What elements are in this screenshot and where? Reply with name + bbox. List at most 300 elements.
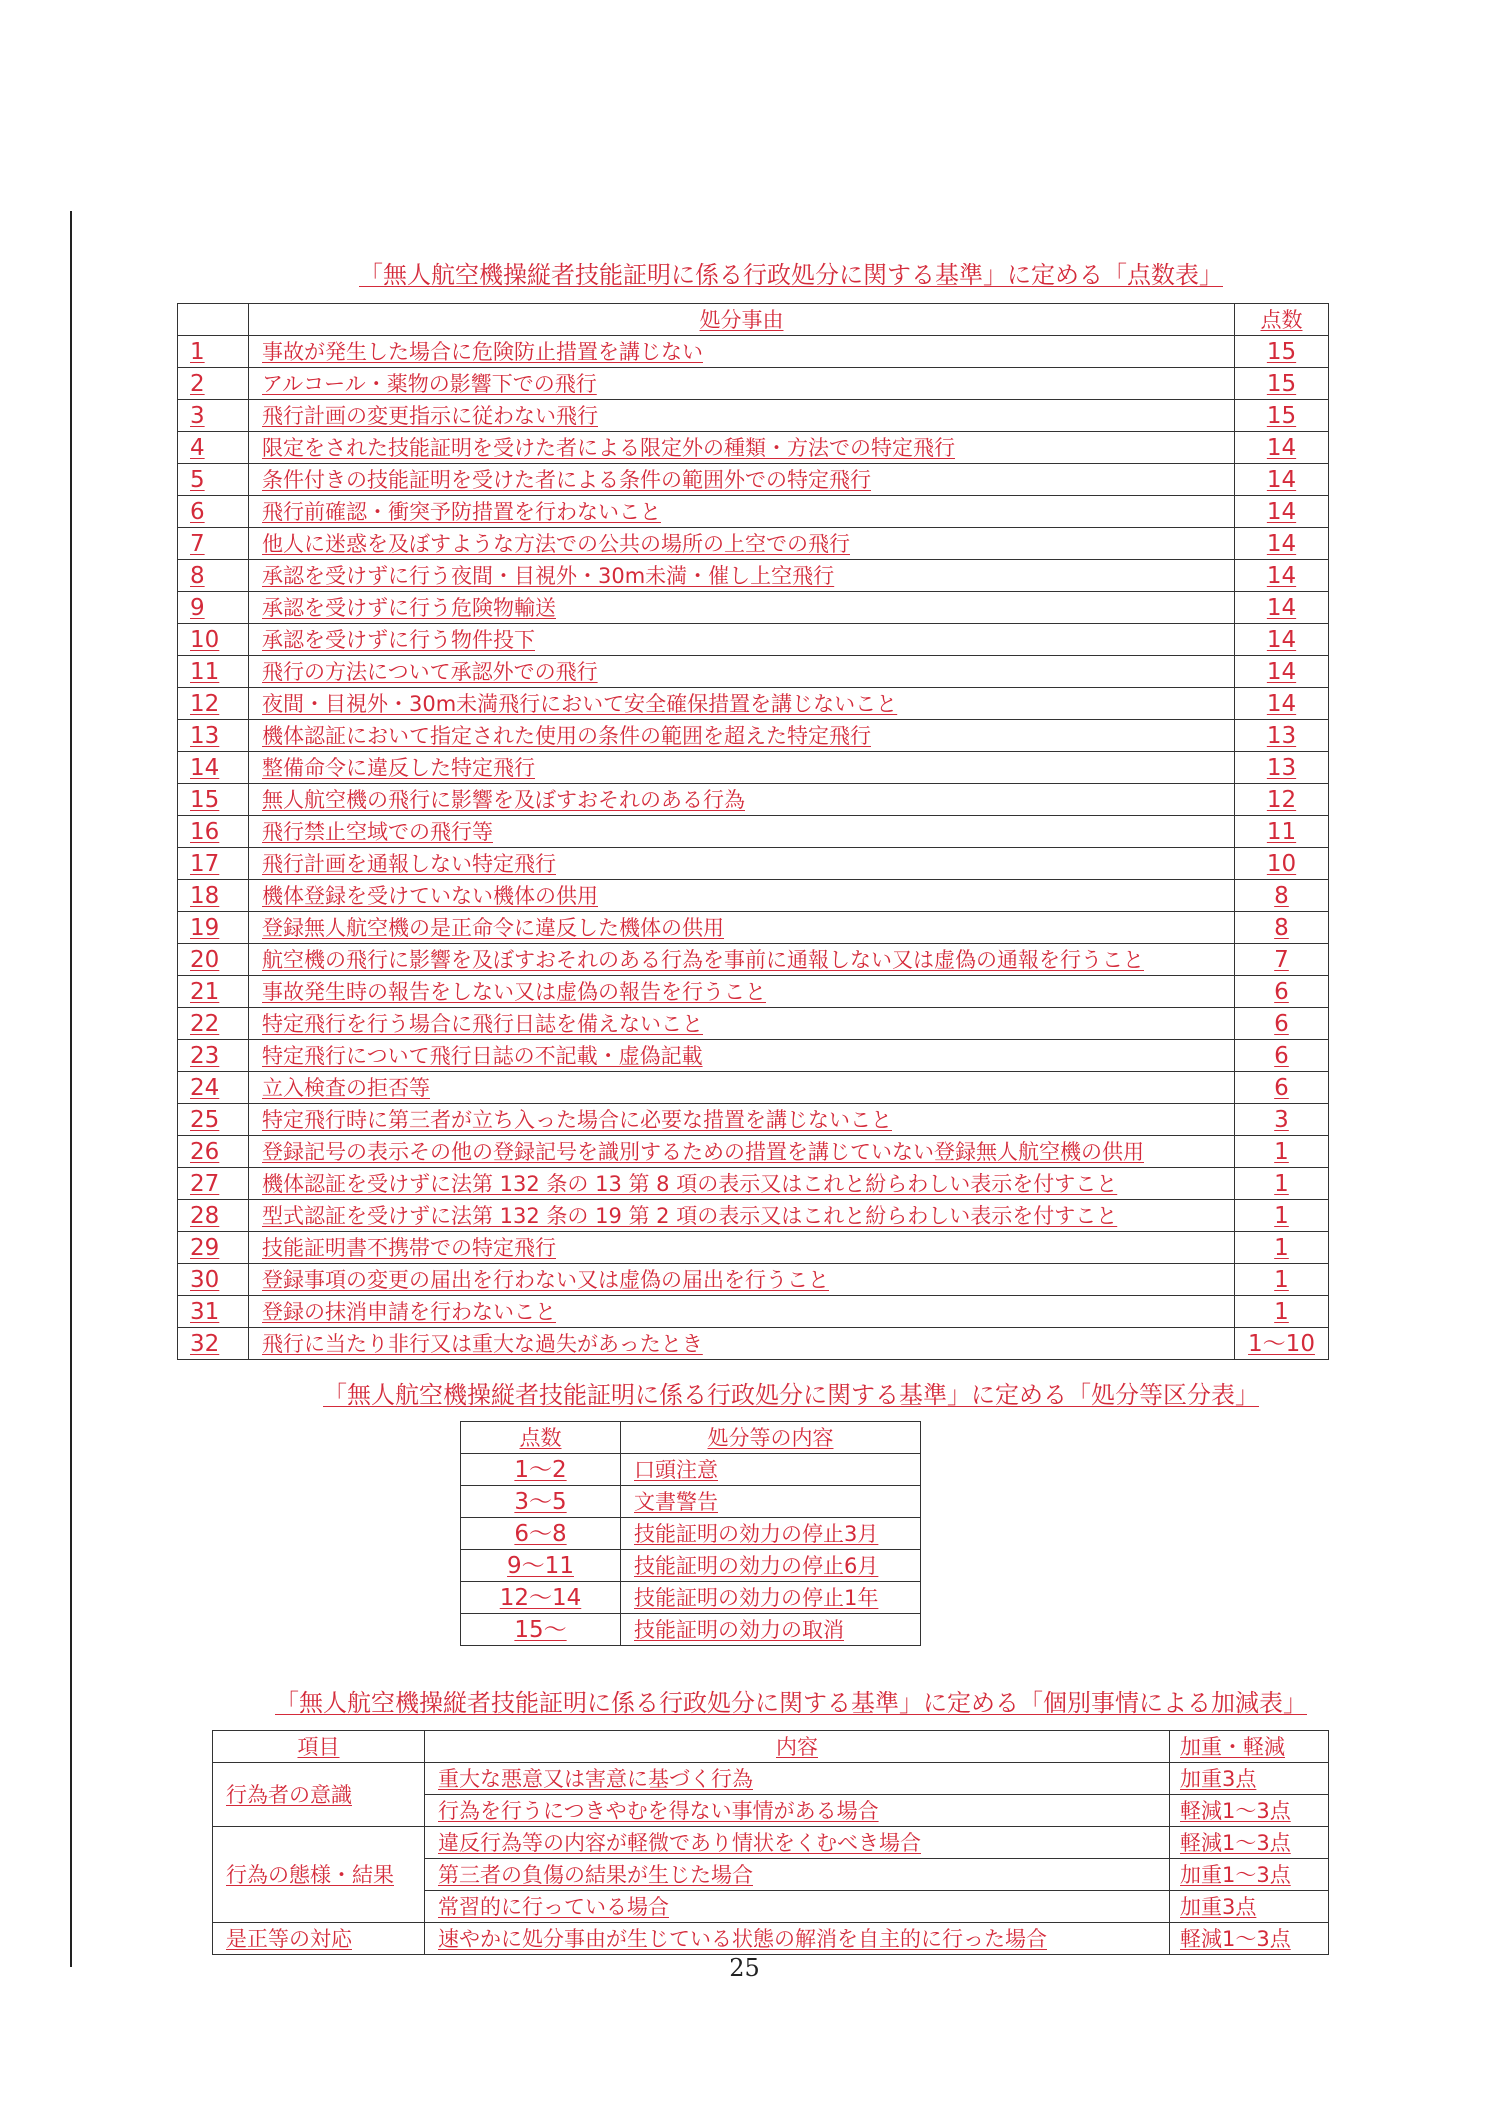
violation-reason-cell [249, 1008, 1235, 1040]
adjustment-value: 軽減1～3点 [1180, 1798, 1291, 1823]
points-value: 14 [1266, 530, 1297, 557]
adjustment-content-header-cell [425, 1731, 1170, 1763]
points-table-row [178, 400, 1329, 432]
category-table-body [461, 1454, 921, 1646]
adjustment-item-cell [213, 1827, 425, 1923]
points-table-header-row [178, 304, 1329, 336]
row-number: 14 [190, 754, 220, 781]
adjustment-value-cell [1170, 1891, 1329, 1923]
adjustment-table-title-text: 「無人航空機操縦者技能証明に係る行政処分に関する基準」に定める「個別事情による加減表」 [275, 1689, 1307, 1717]
row-number: 32 [190, 1330, 220, 1357]
points-table-row [178, 1104, 1329, 1136]
violation-reason: 夜間・目視外・30m未満飛行において安全確保措置を講じないこと [262, 691, 898, 716]
category-points-header: 点数 [519, 1425, 562, 1450]
violation-reason: 飛行前確認・衝突予防措置を行わないこと [262, 499, 661, 524]
points-value-cell [1235, 1040, 1329, 1072]
points-table-row [178, 624, 1329, 656]
row-number: 1 [190, 338, 205, 365]
row-number: 13 [190, 722, 220, 749]
points-table-row [178, 1040, 1329, 1072]
points-value-cell [1235, 688, 1329, 720]
points-value-cell [1235, 1328, 1329, 1360]
left-margin-rule [70, 211, 72, 1967]
points-table-row [178, 912, 1329, 944]
points-value: 13 [1266, 754, 1297, 781]
row-number: 15 [190, 786, 220, 813]
adjustment-item-cell [213, 1923, 425, 1955]
adjustment-content-cell [425, 1891, 1170, 1923]
points-value-cell [1235, 816, 1329, 848]
points-value-cell [1235, 400, 1329, 432]
violation-reason-cell [249, 624, 1235, 656]
category-points-cell [461, 1614, 621, 1646]
violation-reason: 無人航空機の飛行に影響を及ぼすおそれのある行為 [262, 787, 745, 812]
row-number: 30 [190, 1266, 220, 1293]
points-value-cell [1235, 1072, 1329, 1104]
violation-reason-cell [249, 592, 1235, 624]
category-action-cell [621, 1518, 921, 1550]
points-table-row [178, 1136, 1329, 1168]
points-table-row [178, 1168, 1329, 1200]
category-points-header-cell [461, 1422, 621, 1454]
points-value: 6 [1274, 978, 1289, 1005]
row-number: 10 [190, 626, 220, 653]
row-number-cell [178, 1328, 249, 1360]
row-number-cell [178, 976, 249, 1008]
points-value-cell [1235, 368, 1329, 400]
category-action: 技能証明の効力の停止3月 [634, 1521, 879, 1546]
violation-reason: 登録事項の変更の届出を行わない又は虚偽の届出を行うこと [262, 1267, 829, 1292]
adjustment-content-cell [425, 1827, 1170, 1859]
violation-reason: 条件付きの技能証明を受けた者による条件の範囲外での特定飛行 [262, 467, 871, 492]
adjustment-content: 違反行為等の内容が軽微であり情状をくむべき場合 [438, 1830, 921, 1855]
adjustment-content-cell [425, 1763, 1170, 1795]
points-value-cell [1235, 976, 1329, 1008]
points-header: 点数 [1260, 307, 1303, 332]
points-table-row [178, 752, 1329, 784]
points-table-row [178, 592, 1329, 624]
row-number: 29 [190, 1234, 220, 1261]
points-value: 14 [1266, 434, 1297, 461]
adjustment-content: 常習的に行っている場合 [438, 1894, 669, 1919]
violation-reason-cell [249, 944, 1235, 976]
violation-reason-cell [249, 432, 1235, 464]
points-value-cell [1235, 1200, 1329, 1232]
violation-reason: 飛行の方法について承認外での飛行 [262, 659, 598, 684]
adjustment-content: 行為を行うにつきやむを得ない事情がある場合 [438, 1798, 879, 1823]
points-value-cell [1235, 464, 1329, 496]
violation-reason: 承認を受けずに行う夜間・目視外・30m未満・催し上空飛行 [262, 563, 835, 588]
category-table [460, 1421, 921, 1646]
violation-reason: 飛行計画の変更指示に従わない飛行 [262, 403, 598, 428]
violation-reason: 立入検査の拒否等 [262, 1075, 430, 1100]
category-action: 技能証明の効力の取消 [634, 1617, 844, 1642]
points-value-cell [1235, 1104, 1329, 1136]
adjustment-value: 加重3点 [1180, 1894, 1257, 1919]
points-table-row [178, 528, 1329, 560]
violation-reason: 特定飛行について飛行日誌の不記載・虚偽記載 [262, 1043, 703, 1068]
violation-reason: 整備命令に違反した特定飛行 [262, 755, 535, 780]
row-number-cell [178, 912, 249, 944]
violation-reason-cell [249, 1200, 1235, 1232]
violation-reason: 事故が発生した場合に危険防止措置を講じない [262, 339, 703, 364]
points-value-cell [1235, 912, 1329, 944]
violation-reason: 機体登録を受けていない機体の供用 [262, 883, 598, 908]
points-table-row [178, 1072, 1329, 1104]
points-table-row [178, 944, 1329, 976]
points-table-row [178, 560, 1329, 592]
row-number-cell [178, 784, 249, 816]
category-points: 15～ [514, 1616, 567, 1643]
points-table-row [178, 496, 1329, 528]
row-number: 22 [190, 1010, 220, 1037]
points-table-row [178, 848, 1329, 880]
category-points: 3～5 [514, 1488, 567, 1515]
adjustment-content-cell [425, 1923, 1170, 1955]
points-value: 6 [1274, 1010, 1289, 1037]
violation-reason: 機体認証において指定された使用の条件の範囲を超えた特定飛行 [262, 723, 871, 748]
adjustment-value-header-cell [1170, 1731, 1329, 1763]
adjustment-content: 速やかに処分事由が生じている状態の解消を自主的に行った場合 [438, 1926, 1047, 1951]
violation-reason: 他人に迷惑を及ぼすような方法での公共の場所の上空での飛行 [262, 531, 850, 556]
points-value-cell [1235, 496, 1329, 528]
adjustment-value: 軽減1～3点 [1180, 1830, 1291, 1855]
points-table-row [178, 1264, 1329, 1296]
category-action: 技能証明の効力の停止6月 [634, 1553, 879, 1578]
row-number: 17 [190, 850, 220, 877]
points-value: 1 [1274, 1138, 1289, 1165]
violation-reason-cell [249, 1072, 1235, 1104]
adjustment-value-cell [1170, 1827, 1329, 1859]
violation-reason-cell [249, 848, 1235, 880]
violation-reason: 飛行禁止空域での飛行等 [262, 819, 493, 844]
violation-reason-cell [249, 528, 1235, 560]
points-value-cell [1235, 528, 1329, 560]
violation-reason-cell [249, 912, 1235, 944]
adjustment-table-row [213, 1827, 1329, 1859]
violation-reason-cell [249, 1232, 1235, 1264]
violation-reason-cell [249, 816, 1235, 848]
row-number: 19 [190, 914, 220, 941]
row-number-cell [178, 1232, 249, 1264]
points-value-cell [1235, 1008, 1329, 1040]
violation-reason-cell [249, 336, 1235, 368]
violation-reason-cell [249, 1296, 1235, 1328]
violation-reason-cell [249, 560, 1235, 592]
category-action-cell [621, 1582, 921, 1614]
violation-reason-cell [249, 656, 1235, 688]
adjustment-table-header-row [213, 1731, 1329, 1763]
points-table-row [178, 464, 1329, 496]
category-table-row [461, 1454, 921, 1486]
adjustment-item: 行為の態様・結果 [226, 1862, 394, 1887]
violation-reason: 登録記号の表示その他の登録記号を識別するための措置を講じていない登録無人航空機の供用 [262, 1139, 1144, 1164]
points-value-cell [1235, 1232, 1329, 1264]
points-value-cell [1235, 944, 1329, 976]
points-table-row [178, 784, 1329, 816]
row-number: 2 [190, 370, 205, 397]
points-value-cell [1235, 848, 1329, 880]
violation-reason-cell [249, 496, 1235, 528]
row-number-cell [178, 1264, 249, 1296]
violation-reason: 飛行に当たり非行又は重大な過失があったとき [262, 1331, 703, 1356]
row-number: 26 [190, 1138, 220, 1165]
points-value: 6 [1274, 1042, 1289, 1069]
category-table-row [461, 1614, 921, 1646]
category-points-cell [461, 1582, 621, 1614]
points-header-cell [1235, 304, 1329, 336]
points-table-body [178, 336, 1329, 1360]
category-table-row [461, 1582, 921, 1614]
category-points: 1～2 [514, 1456, 567, 1483]
row-number: 21 [190, 978, 220, 1005]
row-number: 11 [190, 658, 220, 685]
points-value: 12 [1266, 786, 1297, 813]
points-value: 8 [1274, 882, 1289, 909]
reason-header: 処分事由 [699, 307, 784, 332]
points-value: 1 [1274, 1170, 1289, 1197]
adjustment-value-cell [1170, 1859, 1329, 1891]
adjustment-item-cell [213, 1763, 425, 1827]
row-number: 25 [190, 1106, 220, 1133]
row-number-cell [178, 816, 249, 848]
points-value: 15 [1266, 402, 1297, 429]
category-points-cell [461, 1550, 621, 1582]
row-number: 5 [190, 466, 205, 493]
row-number: 27 [190, 1170, 220, 1197]
row-number-cell [178, 432, 249, 464]
violation-reason-cell [249, 752, 1235, 784]
points-value: 1 [1274, 1266, 1289, 1293]
adjustment-item: 行為者の意識 [226, 1782, 352, 1807]
points-table-row [178, 1232, 1329, 1264]
adjustment-table-row [213, 1763, 1329, 1795]
violation-reason-cell [249, 976, 1235, 1008]
points-table-row [178, 976, 1329, 1008]
category-table-title-text: 「無人航空機操縦者技能証明に係る行政処分に関する基準」に定める「処分等区分表」 [323, 1381, 1259, 1409]
violation-reason-cell [249, 1136, 1235, 1168]
points-value-cell [1235, 752, 1329, 784]
points-value: 8 [1274, 914, 1289, 941]
row-number-cell [178, 496, 249, 528]
row-number-cell [178, 752, 249, 784]
category-action-cell [621, 1550, 921, 1582]
row-number: 23 [190, 1042, 220, 1069]
points-value: 1 [1274, 1298, 1289, 1325]
row-number: 16 [190, 818, 220, 845]
violation-reason: 機体認証を受けずに法第 132 条の 13 第 8 項の表示又はこれと紛らわしい表示を付すこと [262, 1171, 1118, 1196]
adjustment-content: 第三者の負傷の結果が生じた場合 [438, 1862, 753, 1887]
category-table-row [461, 1486, 921, 1518]
row-number-cell [178, 1296, 249, 1328]
category-action-cell [621, 1454, 921, 1486]
adjustment-table-row [213, 1923, 1329, 1955]
points-table-row [178, 1008, 1329, 1040]
violation-reason: 限定をされた技能証明を受けた者による限定外の種類・方法での特定飛行 [262, 435, 955, 460]
points-table-row [178, 1328, 1329, 1360]
violation-reason-cell [249, 784, 1235, 816]
points-value: 15 [1266, 370, 1297, 397]
category-points: 12～14 [499, 1584, 582, 1611]
row-number-cell [178, 464, 249, 496]
points-value: 1 [1274, 1234, 1289, 1261]
points-value: 7 [1274, 946, 1289, 973]
category-table-header-row [461, 1422, 921, 1454]
adjustment-value-header: 加重・軽減 [1180, 1734, 1285, 1759]
row-number-cell [178, 528, 249, 560]
category-action-header-cell [621, 1422, 921, 1454]
row-number-cell [178, 944, 249, 976]
points-table-row [178, 720, 1329, 752]
row-number: 24 [190, 1074, 220, 1101]
row-number: 7 [190, 530, 205, 557]
row-number-cell [178, 1072, 249, 1104]
points-value: 14 [1266, 690, 1297, 717]
row-number: 6 [190, 498, 205, 525]
row-number-cell [178, 848, 249, 880]
violation-reason-cell [249, 1168, 1235, 1200]
points-value: 14 [1266, 498, 1297, 525]
violation-reason: 特定飛行時に第三者が立ち入った場合に必要な措置を講じないこと [262, 1107, 892, 1132]
points-table-row [178, 336, 1329, 368]
violation-reason: 型式認証を受けずに法第 132 条の 19 第 2 項の表示又はこれと紛らわしい表示を付すこと [262, 1203, 1118, 1228]
reason-header-cell [249, 304, 1235, 336]
points-table [177, 303, 1329, 1360]
points-table-row [178, 1200, 1329, 1232]
points-value-cell [1235, 624, 1329, 656]
row-number-cell [178, 688, 249, 720]
category-action-cell [621, 1486, 921, 1518]
category-action: 文書警告 [634, 1489, 718, 1514]
violation-reason-cell [249, 464, 1235, 496]
row-number-cell [178, 368, 249, 400]
violation-reason-cell [249, 1104, 1235, 1136]
points-value-cell [1235, 880, 1329, 912]
row-number-cell [178, 1136, 249, 1168]
points-value-cell [1235, 784, 1329, 816]
category-action: 口頭注意 [634, 1457, 718, 1482]
row-number-cell [178, 656, 249, 688]
points-value: 14 [1266, 594, 1297, 621]
category-points-cell [461, 1454, 621, 1486]
row-number-cell [178, 1200, 249, 1232]
row-number-cell [178, 1104, 249, 1136]
adjustment-item-header: 項目 [297, 1734, 340, 1759]
violation-reason-cell [249, 400, 1235, 432]
category-points: 9～11 [507, 1552, 574, 1579]
points-value-cell [1235, 1296, 1329, 1328]
row-number-cell [178, 1168, 249, 1200]
category-action-cell [621, 1614, 921, 1646]
violation-reason: 承認を受けずに行う物件投下 [262, 627, 535, 652]
row-number-cell [178, 720, 249, 752]
violation-reason-cell [249, 1328, 1235, 1360]
adjustment-value-cell [1170, 1795, 1329, 1827]
violation-reason-cell [249, 720, 1235, 752]
points-value-cell [1235, 656, 1329, 688]
violation-reason-cell [249, 880, 1235, 912]
row-number: 20 [190, 946, 220, 973]
row-number-cell [178, 336, 249, 368]
category-table-row [461, 1518, 921, 1550]
points-value: 1 [1274, 1202, 1289, 1229]
row-number-cell [178, 1040, 249, 1072]
points-value: 14 [1266, 562, 1297, 589]
points-value: 3 [1274, 1106, 1289, 1133]
row-number: 31 [190, 1298, 220, 1325]
points-value: 11 [1266, 818, 1297, 845]
violation-reason: 承認を受けずに行う危険物輸送 [262, 595, 556, 620]
points-value-cell [1235, 1264, 1329, 1296]
points-value: 6 [1274, 1074, 1289, 1101]
violation-reason: 特定飛行を行う場合に飛行日誌を備えないこと [262, 1011, 703, 1036]
adjustment-table-title [241, 1688, 1341, 1718]
points-table-row [178, 368, 1329, 400]
points-value: 14 [1266, 626, 1297, 653]
adjustment-content-cell [425, 1859, 1170, 1891]
adjustment-content-header: 内容 [776, 1734, 818, 1759]
points-value-cell [1235, 560, 1329, 592]
row-number-cell [178, 1008, 249, 1040]
violation-reason: 事故発生時の報告をしない又は虚偽の報告を行うこと [262, 979, 766, 1004]
row-number-cell [178, 880, 249, 912]
adjustment-content-cell [425, 1795, 1170, 1827]
violation-reason: 技能証明書不携帯での特定飛行 [262, 1235, 556, 1260]
category-points-cell [461, 1518, 621, 1550]
points-table-row [178, 432, 1329, 464]
points-table-row [178, 816, 1329, 848]
points-value: 14 [1266, 658, 1297, 685]
points-value: 14 [1266, 466, 1297, 493]
points-value: 10 [1266, 850, 1297, 877]
number-header-cell [178, 304, 249, 336]
row-number: 4 [190, 434, 205, 461]
category-action: 技能証明の効力の停止1年 [634, 1585, 879, 1610]
category-table-row [461, 1550, 921, 1582]
adjustment-item: 是正等の対応 [226, 1926, 352, 1951]
points-value-cell [1235, 336, 1329, 368]
violation-reason-cell [249, 368, 1235, 400]
row-number: 3 [190, 402, 205, 429]
points-value-cell [1235, 720, 1329, 752]
row-number-cell [178, 400, 249, 432]
violation-reason: 航空機の飛行に影響を及ぼすおそれのある行為を事前に通報しない又は虚偽の通報を行うこと [262, 947, 1144, 972]
points-value: 13 [1266, 722, 1297, 749]
row-number: 8 [190, 562, 205, 589]
points-table-row [178, 1296, 1329, 1328]
category-points-cell [461, 1486, 621, 1518]
points-table-title [241, 260, 1341, 290]
points-value: 1～10 [1248, 1330, 1315, 1357]
adjustment-table-body [213, 1763, 1329, 1955]
row-number-cell [178, 592, 249, 624]
adjustment-content: 重大な悪意又は害意に基づく行為 [438, 1766, 753, 1791]
adjustment-item-header-cell [213, 1731, 425, 1763]
adjustment-value: 加重3点 [1180, 1766, 1257, 1791]
points-value-cell [1235, 1136, 1329, 1168]
row-number: 18 [190, 882, 220, 909]
points-table-row [178, 688, 1329, 720]
adjustment-value-cell [1170, 1763, 1329, 1795]
row-number-cell [178, 624, 249, 656]
row-number-cell [178, 560, 249, 592]
adjustment-value: 軽減1～3点 [1180, 1926, 1291, 1951]
adjustment-value: 加重1～3点 [1180, 1862, 1291, 1887]
row-number: 9 [190, 594, 205, 621]
points-table-row [178, 656, 1329, 688]
violation-reason: 登録無人航空機の是正命令に違反した機体の供用 [262, 915, 724, 940]
page-number: 25 [729, 1954, 760, 1982]
